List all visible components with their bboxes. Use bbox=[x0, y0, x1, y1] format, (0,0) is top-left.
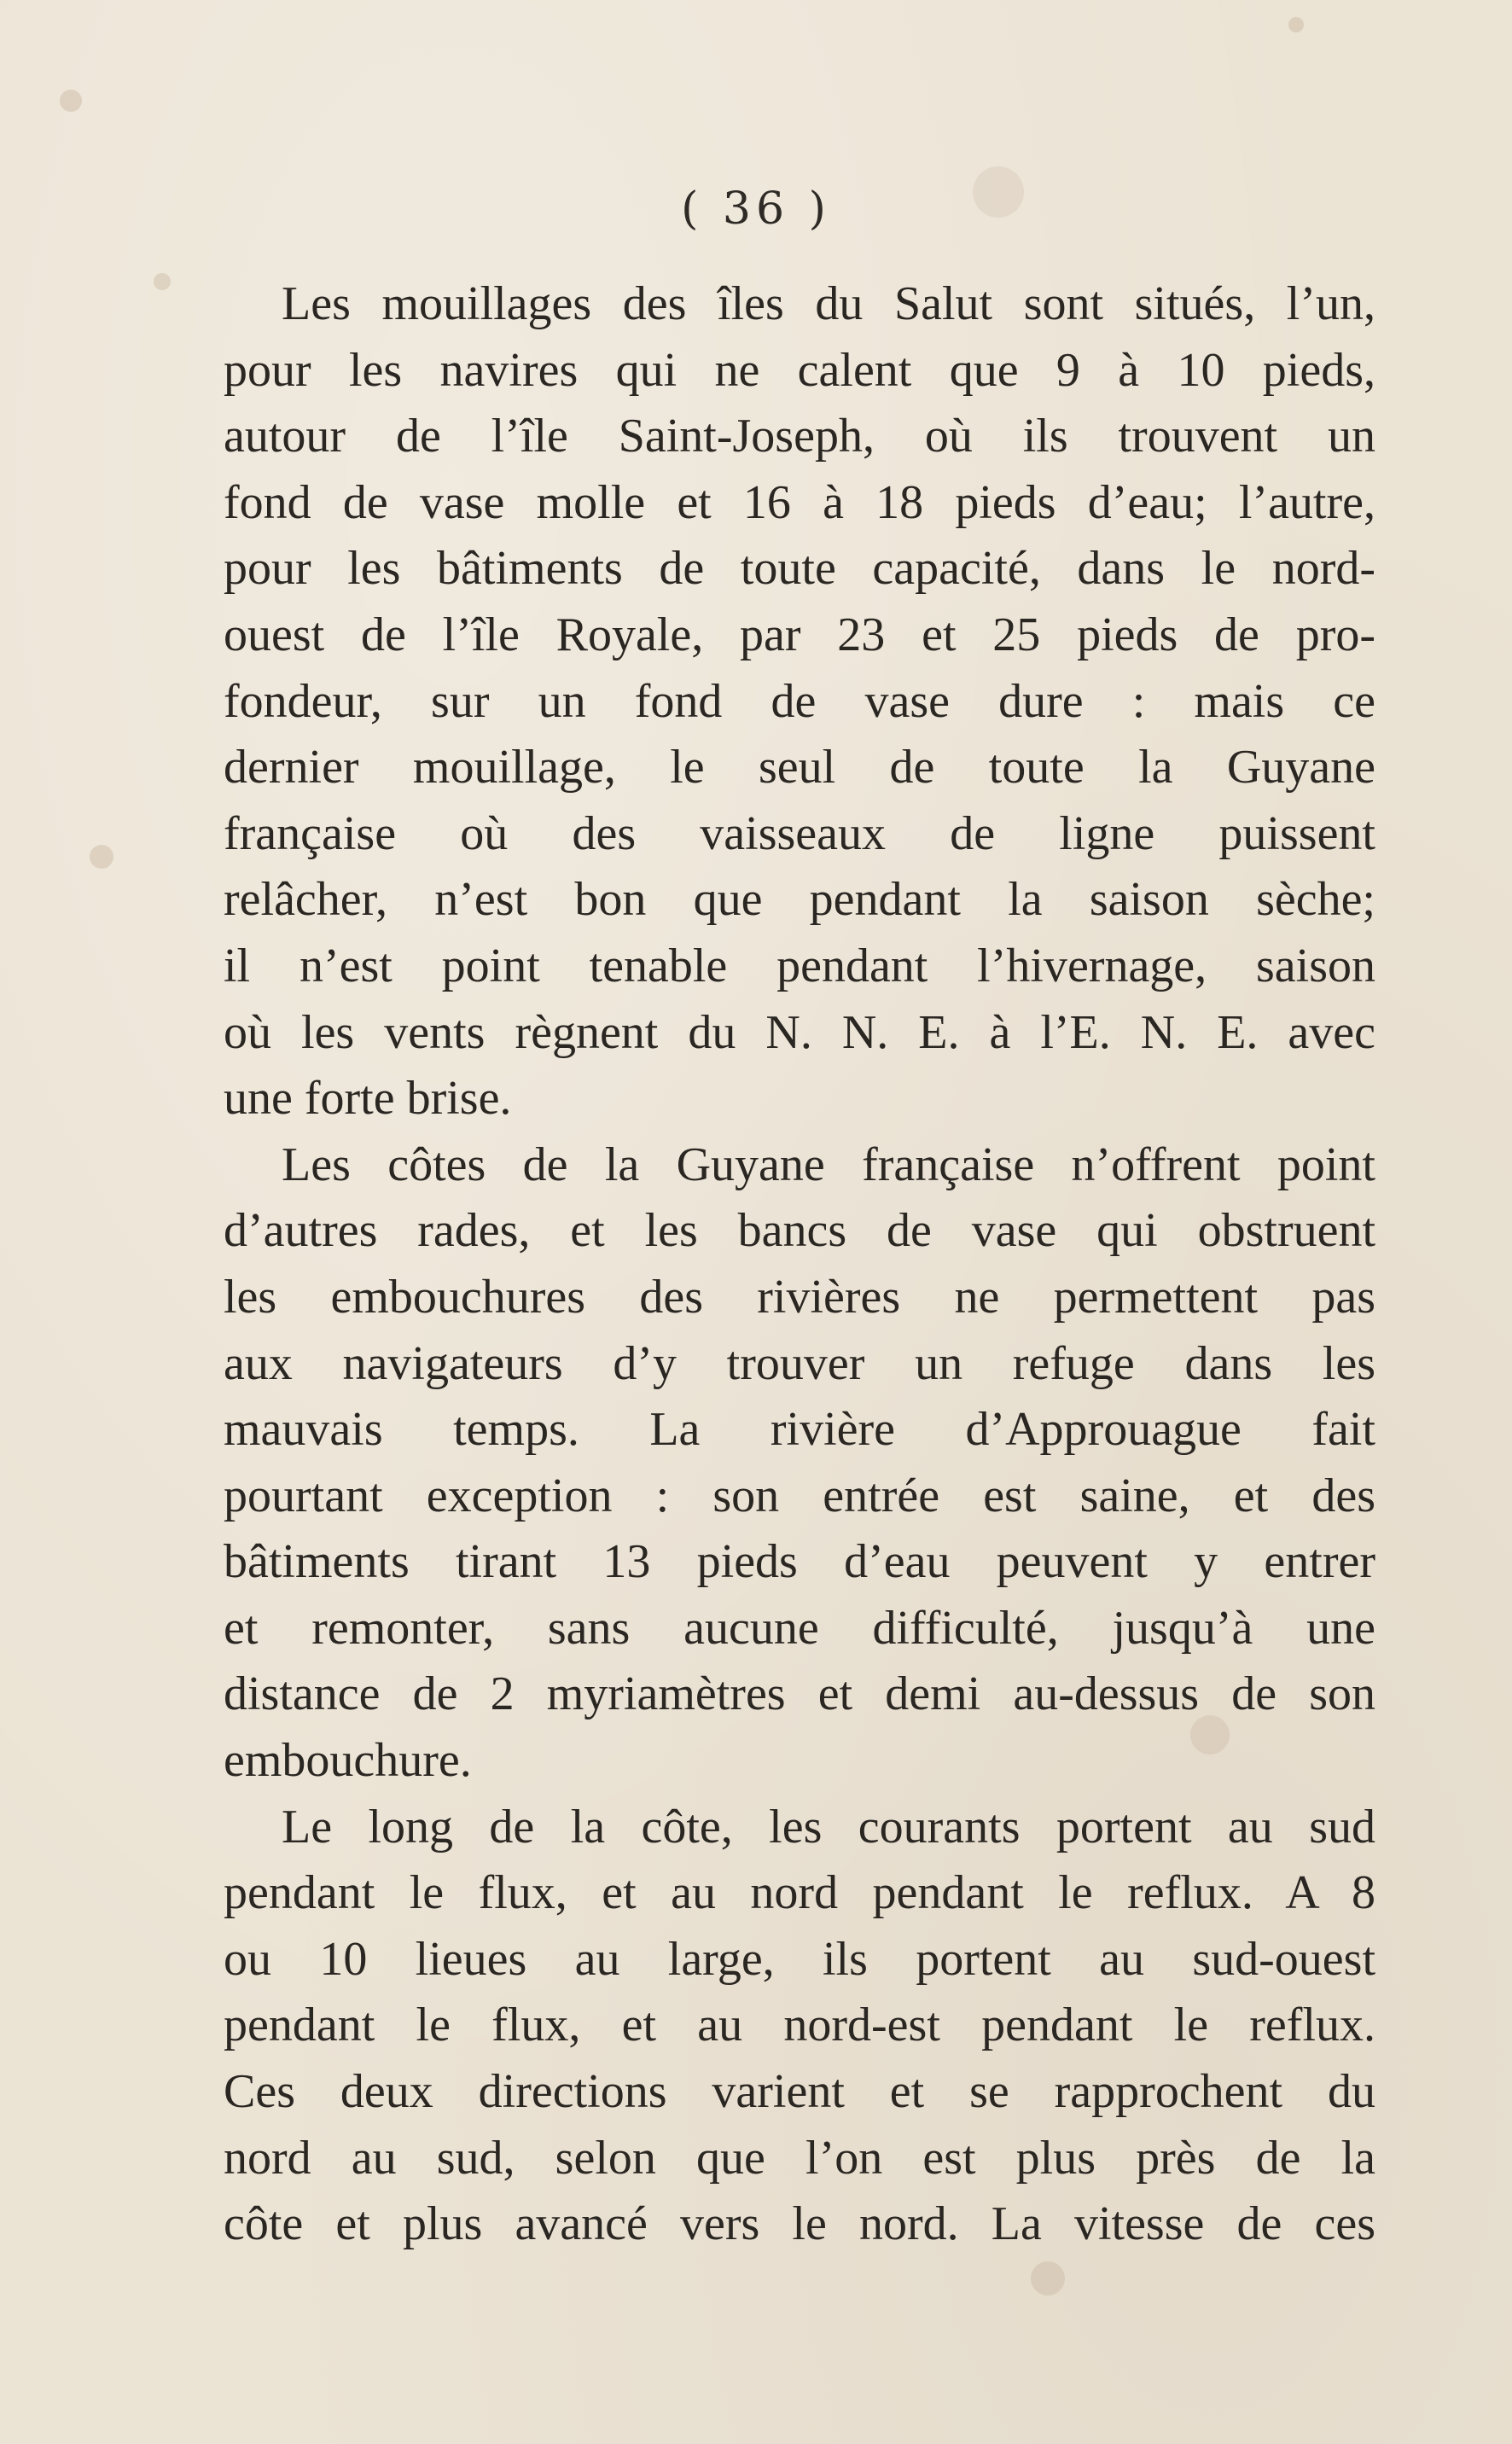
paper-stain bbox=[90, 845, 113, 869]
paper-stain bbox=[154, 273, 171, 290]
paper-stain bbox=[1031, 2261, 1065, 2296]
text-line: une forte brise. bbox=[224, 1072, 512, 1126]
text-line: Les mouillages des îles du Salut sont situés, l’un, bbox=[282, 277, 1375, 330]
text-line: d’autres rades, et les bancs de vase qui obstruent bbox=[224, 1204, 1375, 1258]
paragraph bbox=[224, 1795, 1375, 2258]
paper-stain bbox=[60, 90, 82, 112]
text-line: Les côtes de la Guyane française n’offrent point bbox=[282, 1138, 1375, 1191]
text-line: fond de vase molle et 16 à 18 pieds d’eau; l’autre, bbox=[224, 475, 1375, 529]
text-line: autour de l’île Saint-Joseph, où ils trouvent un bbox=[224, 410, 1375, 463]
paragraph bbox=[224, 271, 1375, 1132]
text-line: pendant le flux, et au nord pendant le reflux. A 8 bbox=[224, 1866, 1375, 1920]
text-line: il n’est point tenable pendant l’hivernage, saison bbox=[224, 939, 1375, 992]
text-line: où les vents règnent du N. N. E. à l’E. N. E. avec bbox=[224, 1005, 1375, 1059]
text-line: pour les navires qui ne calent que 9 à 10 pieds, bbox=[224, 343, 1375, 397]
text-line: embouchure. bbox=[224, 1734, 472, 1788]
text-line: ouest de l’île Royale, par 23 et 25 pieds de pro- bbox=[224, 608, 1375, 661]
text-line: pendant le flux, et au nord-est pendant le reflux. bbox=[224, 1999, 1375, 2052]
text-line: relâcher, n’est bon que pendant la saison sèche; bbox=[224, 873, 1375, 927]
text-line: distance de 2 myriamètres et demi au-dessus de son bbox=[224, 1667, 1375, 1721]
text-line: pour les bâtiments de toute capacité, dans le nord- bbox=[224, 542, 1375, 596]
text-line: et remonter, sans aucune difficulté, jusqu’à une bbox=[224, 1601, 1375, 1655]
text-line: bâtiments tirant 13 pieds d’eau peuvent y entrer bbox=[224, 1535, 1375, 1589]
paragraph bbox=[224, 1132, 1375, 1795]
page-number: ( 36 ) bbox=[681, 183, 831, 235]
paper-stain bbox=[1288, 17, 1304, 32]
text-line: pourtant exception : son entrée est saine, et des bbox=[224, 1469, 1375, 1522]
text-line: mauvais temps. La rivière d’Approuague fait bbox=[224, 1403, 1375, 1457]
text-line: dernier mouillage, le seul de toute la Guyane bbox=[224, 741, 1375, 794]
text-line: Le long de la côte, les courants portent au sud bbox=[282, 1800, 1375, 1853]
text-line: nord au sud, selon que l’on est plus près de la bbox=[224, 2131, 1375, 2185]
text-line: française où des vaisseaux de ligne puissent bbox=[224, 806, 1375, 860]
body-text bbox=[224, 271, 1375, 2258]
text-line: fondeur, sur un fond de vase dure : mais ce bbox=[224, 674, 1375, 728]
text-line: aux navigateurs d’y trouver un refuge dans les bbox=[224, 1336, 1375, 1390]
text-line: côte et plus avancé vers le nord. La vitesse de ces bbox=[224, 2197, 1375, 2251]
text-line: ou 10 lieues au large, ils portent au sud-ouest bbox=[224, 1932, 1375, 1986]
text-line: Ces deux directions varient et se rapprochent du bbox=[224, 2065, 1375, 2119]
text-line: les embouchures des rivières ne permettent pas bbox=[224, 1270, 1375, 1324]
